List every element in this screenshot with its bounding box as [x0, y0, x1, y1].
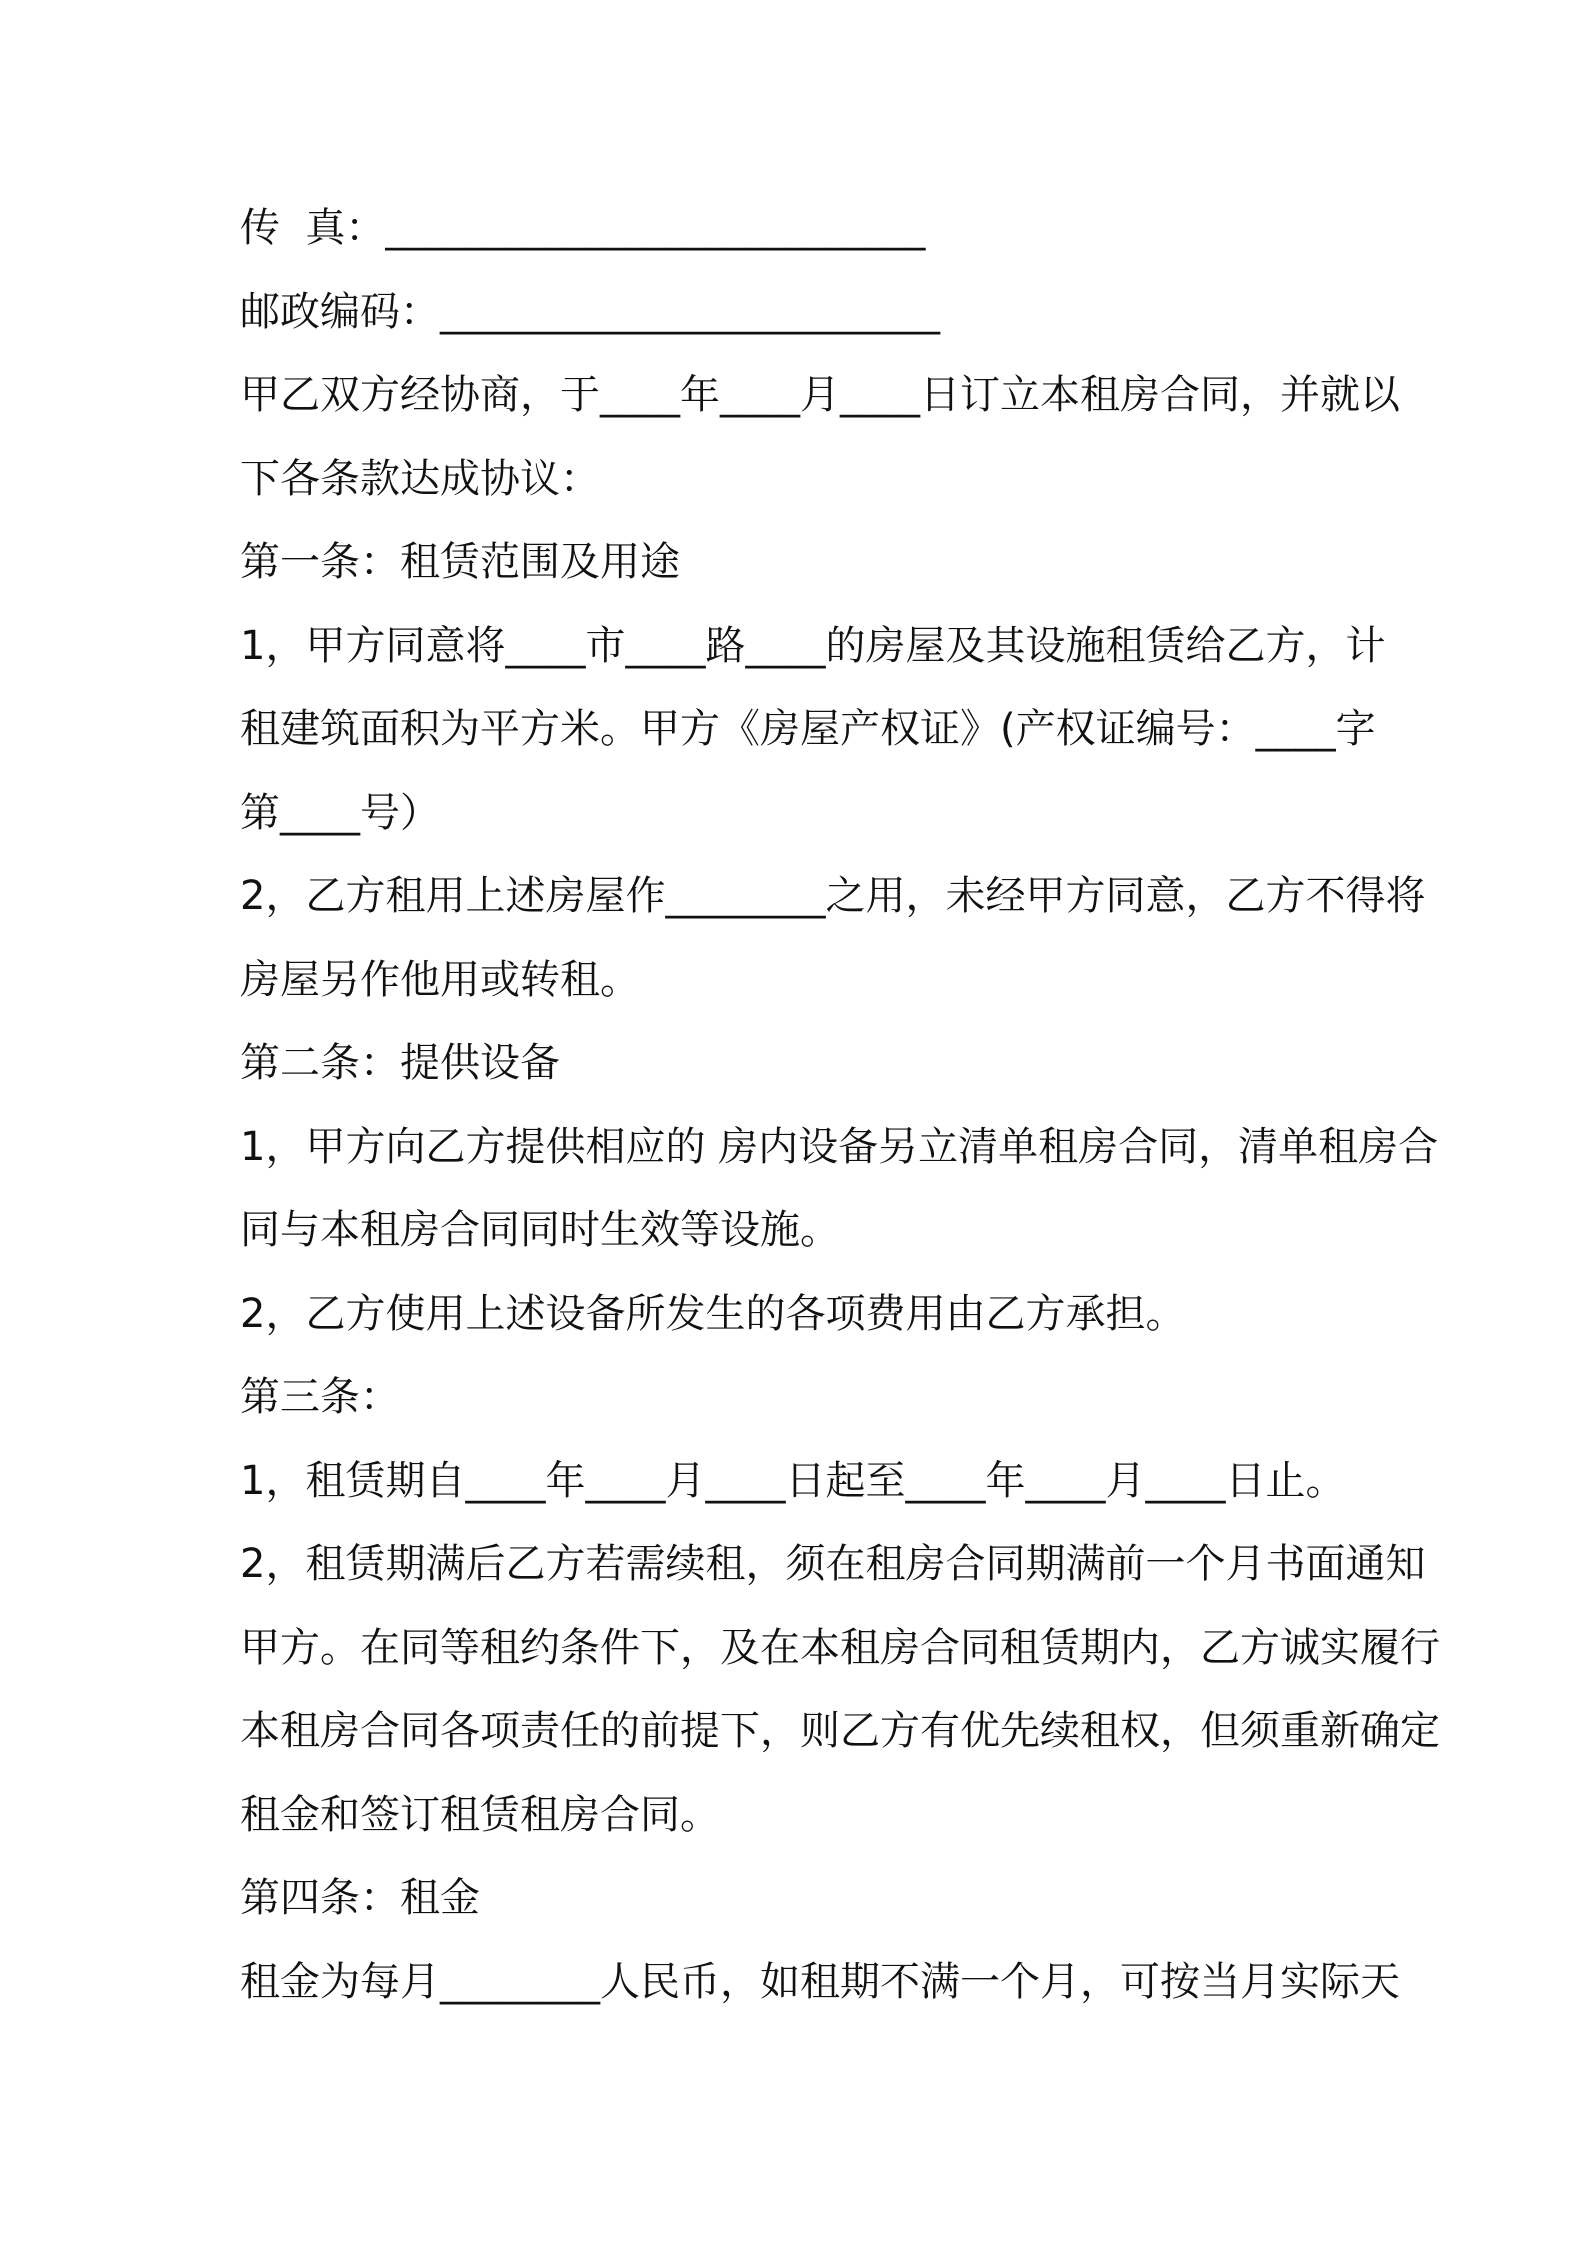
preamble-line-1: 甲乙双方经协商，于____年____月____日订立本租房合同，并就以: [240, 372, 1400, 418]
article-1-clause-1-line-1: 1，甲方同意将____市____路____的房屋及其设施租赁给乙方，计: [240, 622, 1386, 669]
article-2-clause-1-line-2: 同与本租房合同同时生效等设施。: [240, 1207, 840, 1253]
article-1-clause-1-line-3: 第____号）: [240, 789, 440, 836]
article-1-heading: 第一条：租赁范围及用途: [240, 539, 680, 585]
article-3-clause-2-line-1: 2，租赁期满后乙方若需续租，须在租房合同期满前一个月书面通知: [240, 1541, 1426, 1587]
article-3-clause-1: 1，租赁期自____年____月____日起至____年____月____日止。: [240, 1457, 1346, 1504]
article-2-heading: 第二条：提供设备: [240, 1040, 560, 1086]
article-1-clause-1-line-2: 租建筑面积为平方米。甲方《房屋产权证》(产权证编号：____字: [240, 706, 1376, 752]
contract-body: [240, 198, 1440, 2035]
article-1-clause-2-line-2: 房屋另作他用或转租。: [240, 956, 640, 1003]
article-3-clause-2-line-4: 租金和签订租赁租房合同。: [240, 1791, 720, 1838]
preamble-line-2: 下各条款达成协议：: [240, 455, 600, 502]
article-4-rent-line: 租金为每月________人民币，如租期不满一个月，可按当月实际天: [240, 1958, 1400, 2005]
article-2-clause-2: 2，乙方使用上述设备所发生的各项费用由乙方承担。: [240, 1290, 1186, 1337]
article-4-heading: 第四条：租金: [240, 1875, 480, 1921]
article-3-heading: 第三条：: [240, 1374, 400, 1420]
postal-code-field-line: 邮政编码：_________________________: [240, 288, 940, 335]
article-3-clause-2-line-2: 甲方。在同等租约条件下，及在本租房合同租赁期内，乙方诚实履行: [240, 1624, 1440, 1671]
article-3-clause-2-line-3: 本租房合同各项责任的前提下，则乙方有优先续租权，但须重新确定: [240, 1708, 1440, 1754]
fax-field-line: 传 真：___________________________: [240, 205, 926, 251]
article-2-clause-1-line-1: 1，甲方向乙方提供相应的 房内设备另立清单租房合同，清单租房合: [240, 1123, 1439, 1170]
article-1-clause-2-line-1: 2，乙方租用上述房屋作________之用，未经甲方同意，乙方不得将: [240, 873, 1426, 919]
